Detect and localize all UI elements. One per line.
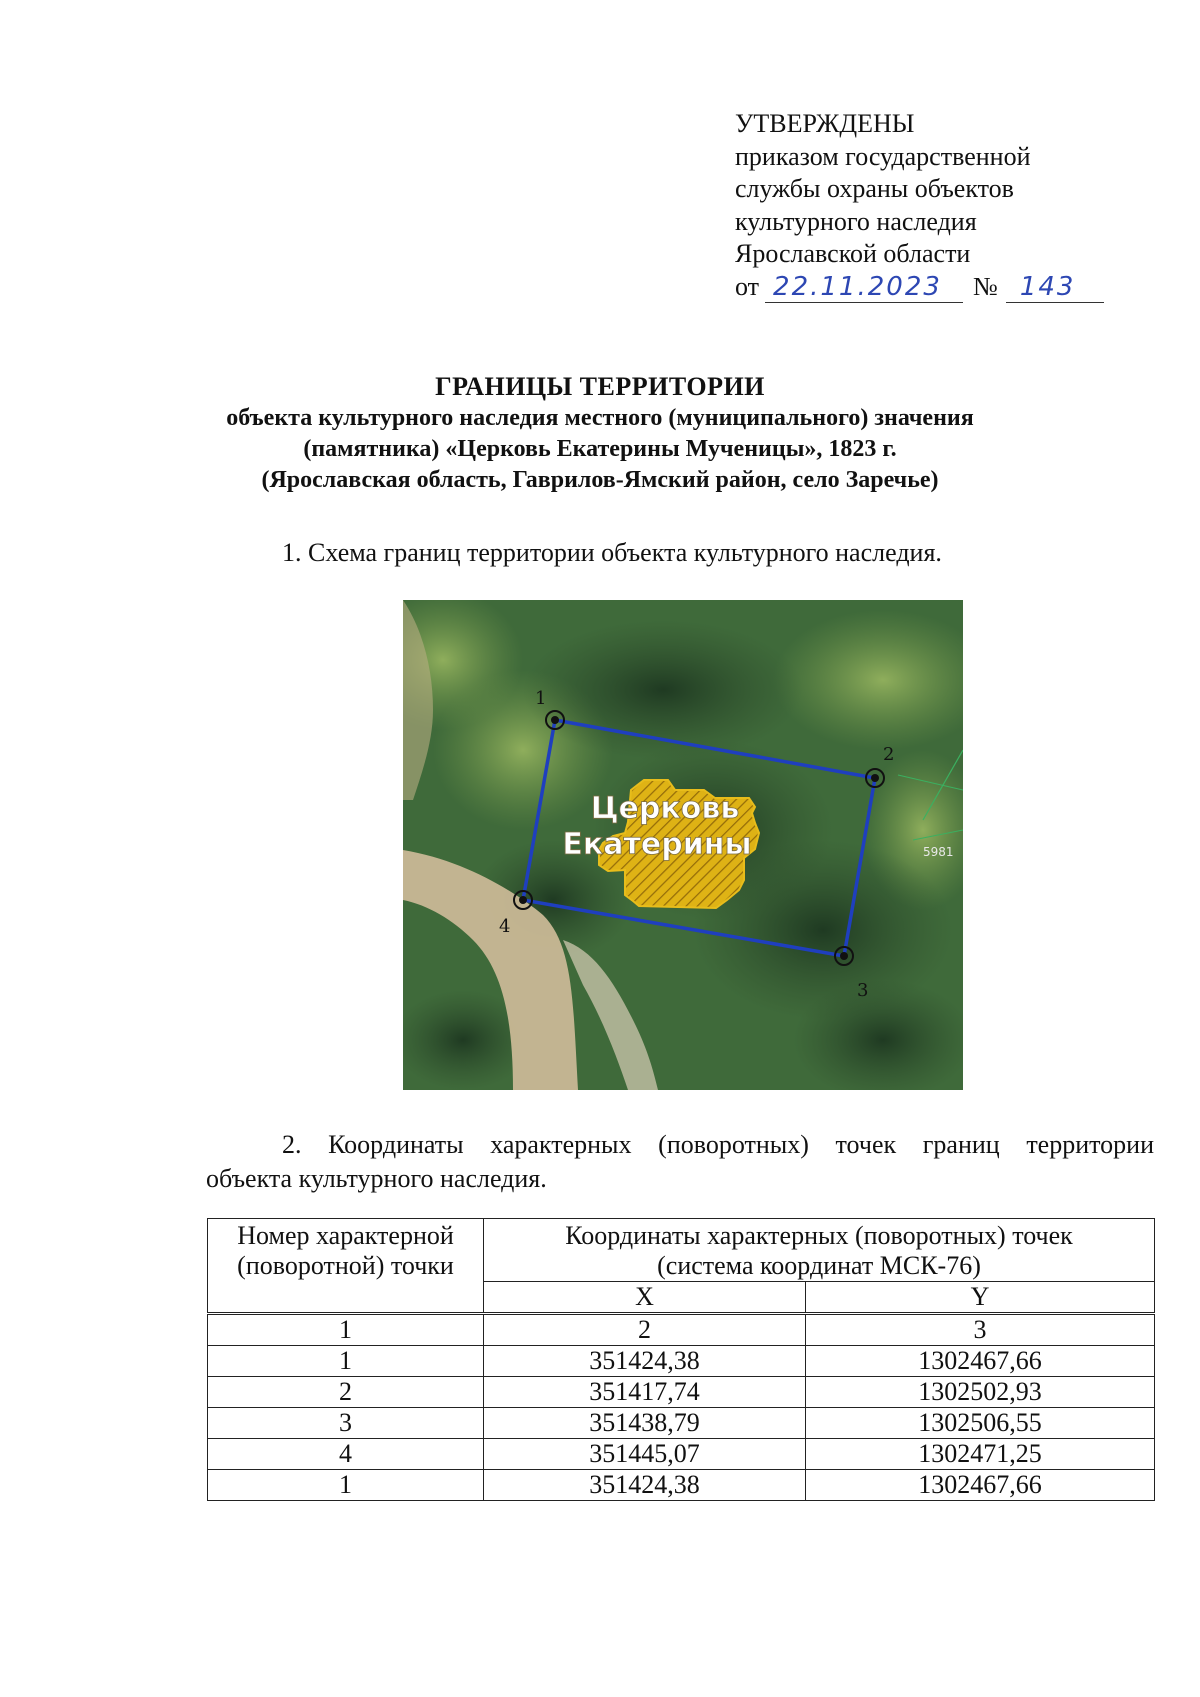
handwritten-date: 22.11.2023 [773, 271, 942, 302]
title-line: (Ярославская область, Гаврилов-Ямский район, село Заречье) [261, 467, 939, 493]
point-label: 4 [499, 916, 511, 937]
numbering-cell: 3 [806, 1314, 1155, 1346]
date-blank [765, 272, 963, 303]
coordinates-table [207, 1218, 1155, 1501]
handwritten-number: 143 [1019, 271, 1076, 302]
approval-heading: УТВЕРЖДЕНЫ [735, 109, 915, 138]
number-blank [1006, 272, 1104, 303]
title-main: ГРАНИЦЫ ТЕРРИТОРИИ [435, 372, 765, 401]
table-row [208, 1346, 1155, 1377]
boundary-map [403, 600, 963, 1090]
x-cell: 351424,38 [484, 1470, 806, 1501]
x-cell: 351438,79 [484, 1408, 806, 1439]
approval-line: службы охраны объектов [735, 174, 1014, 203]
table-row [208, 1470, 1155, 1501]
section1-heading: 1. Схема границ территории объекта культурного наследия. [282, 538, 942, 567]
numbering-cell: 2 [484, 1314, 806, 1346]
col-y-header: Y [806, 1282, 1155, 1314]
table-header-row [208, 1219, 1155, 1282]
approval-block [735, 108, 1104, 303]
y-cell: 1302471,25 [806, 1439, 1155, 1470]
point-cell: 3 [208, 1408, 484, 1439]
numbering-cell: 1 [208, 1314, 484, 1346]
table-numbering-row [208, 1314, 1155, 1346]
x-cell: 351445,07 [484, 1439, 806, 1470]
point-label: 1 [535, 688, 547, 709]
document-title [0, 370, 1200, 496]
section2-text [206, 1128, 1154, 1196]
y-cell: 1302506,55 [806, 1408, 1155, 1439]
col-coords-header: Координаты характерных (поворотных) точек (система координат МСК-76) [484, 1219, 1155, 1282]
table-row [208, 1408, 1155, 1439]
point-cell: 2 [208, 1377, 484, 1408]
section2-line1: 2. Координаты характерных (поворотных) точек границ территории [282, 1130, 1154, 1159]
approval-line: культурного наследия [735, 206, 977, 236]
point-cell: 4 [208, 1439, 484, 1470]
table-row [208, 1439, 1155, 1470]
title-line: (памятника) «Церковь Екатерины Мученицы», 1823 г. [303, 436, 897, 462]
parcel-number: 5981 [923, 845, 954, 859]
from-label: от [735, 271, 760, 301]
table-row [208, 1377, 1155, 1408]
approval-line: приказом государственной [735, 141, 1031, 171]
section2-line2: объекта культурного наследия. [206, 1164, 547, 1193]
map-label-line1: Церковь [590, 791, 740, 826]
map-svg [403, 600, 963, 1090]
y-cell: 1302467,66 [806, 1470, 1155, 1501]
point-label: 3 [857, 980, 869, 1001]
map-label-line2: Екатерины [562, 827, 752, 862]
point-label: 2 [883, 744, 895, 765]
title-line: объекта культурного наследия местного (муниципального) значения [226, 405, 974, 431]
approval-line: Ярославской области [735, 239, 971, 268]
y-cell: 1302467,66 [806, 1346, 1155, 1377]
col-x-header: X [484, 1282, 806, 1314]
number-label: № [973, 271, 998, 301]
x-cell: 351417,74 [484, 1377, 806, 1408]
point-cell: 1 [208, 1470, 484, 1501]
approval-date-number-line [735, 271, 1104, 304]
y-cell: 1302502,93 [806, 1377, 1155, 1408]
x-cell: 351424,38 [484, 1346, 806, 1377]
col-point-header: Номер характерной (поворотной) точки [208, 1219, 484, 1314]
point-cell: 1 [208, 1346, 484, 1377]
